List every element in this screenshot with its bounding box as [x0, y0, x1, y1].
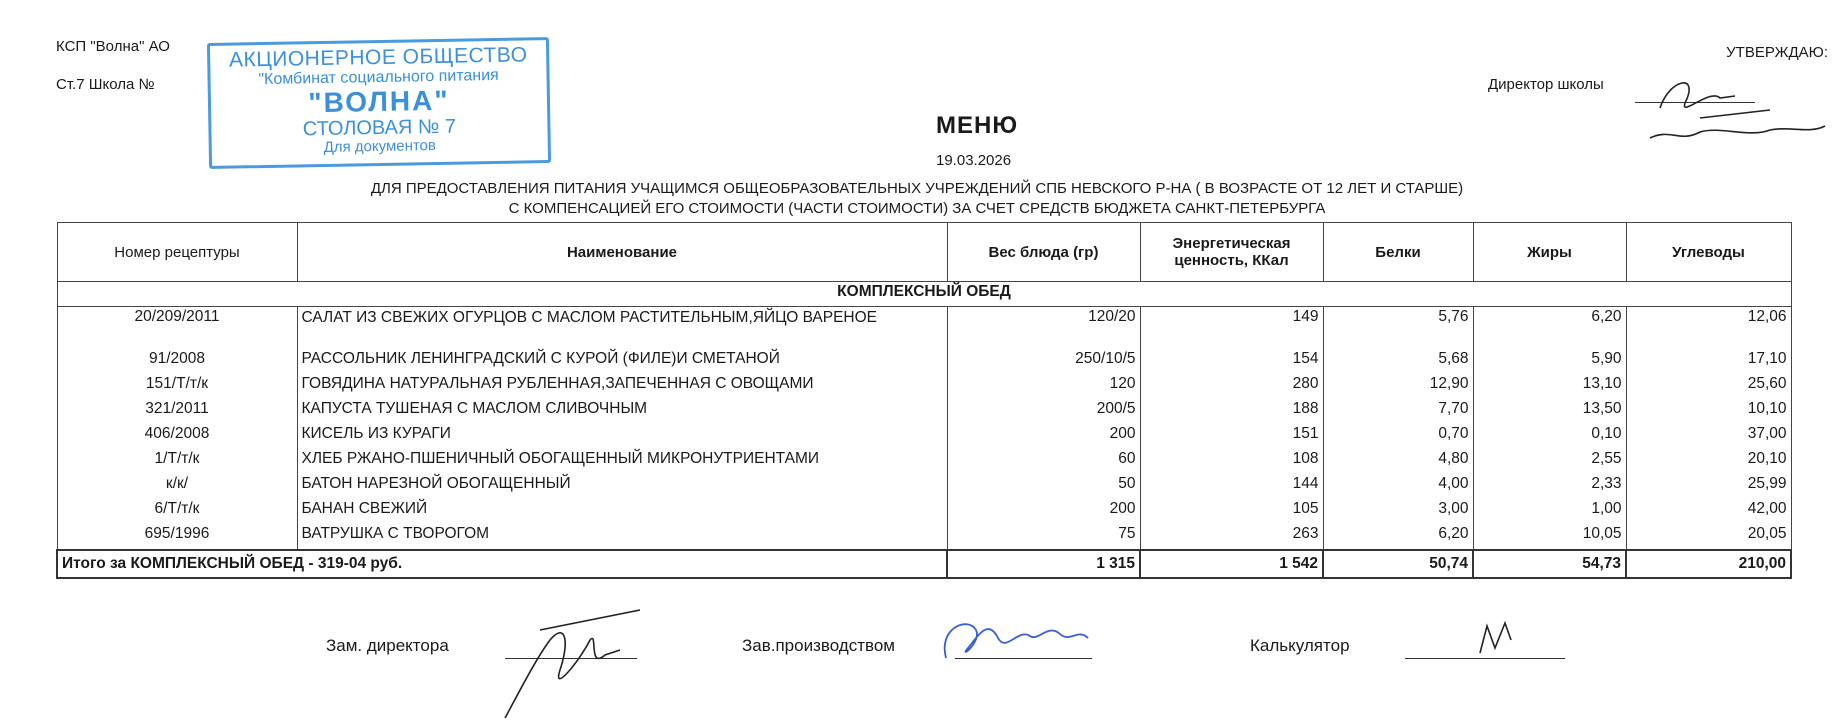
recipe-cell: 91/2008	[57, 349, 297, 374]
section-title: КОМПЛЕКСНЫЙ ОБЕД	[57, 282, 1791, 307]
subtitle-line-1: ДЛЯ ПРЕДОСТАВЛЕНИЯ ПИТАНИЯ УЧАЩИМСЯ ОБЩЕОБРАЗОВАТЕЛЬНЫХ УЧРЕЖДЕНИЙ СПБ НЕВСКОГО Р-НА ( В ВОЗРАСТЕ ОТ 12 ЛЕТ И СТАРШЕ)	[370, 180, 1464, 197]
name-cell: ХЛЕБ РЖАНО-ПШЕНИЧНЫЙ ОБОГАЩЕННЫЙ МИКРОНУТРИЕНТАМИ	[297, 449, 947, 474]
recipe-cell: 6/Т/т/к	[57, 499, 297, 524]
recipe-cell: 1/Т/т/к	[57, 449, 297, 474]
company-stamp	[207, 37, 551, 169]
table-row	[57, 349, 1791, 374]
weight-cell: 120	[947, 374, 1140, 399]
weight-cell: 60	[947, 449, 1140, 474]
table-row	[57, 449, 1791, 474]
organization-name: КСП "Волна" АО	[56, 38, 170, 55]
carbs-cell: 25,60	[1626, 374, 1791, 399]
menu-date: 19.03.2026	[936, 152, 1012, 169]
col-name: Наименование	[297, 223, 947, 282]
fat-cell: 10,05	[1473, 524, 1626, 550]
total-carbs: 210,00	[1626, 550, 1791, 578]
weight-cell: 50	[947, 474, 1140, 499]
deputy-signature	[490, 600, 660, 728]
col-protein: Белки	[1323, 223, 1473, 282]
table-row	[57, 424, 1791, 449]
calculator-signature-line	[1405, 658, 1565, 659]
weight-cell: 250/10/5	[947, 349, 1140, 374]
calculator-label: Калькулятор	[1250, 636, 1350, 655]
energy-cell: 149	[1140, 307, 1323, 349]
recipe-cell: 321/2011	[57, 399, 297, 424]
energy-cell: 188	[1140, 399, 1323, 424]
table-row	[57, 474, 1791, 499]
recipe-cell: 20/209/2011	[57, 307, 297, 349]
stamp-line-5: Для документов	[323, 137, 437, 156]
energy-cell: 108	[1140, 449, 1323, 474]
fat-cell: 6,20	[1473, 307, 1626, 349]
fat-cell: 2,55	[1473, 449, 1626, 474]
table-row	[57, 399, 1791, 424]
name-cell: ВАТРУШКА С ТВОРОГОМ	[297, 524, 947, 550]
energy-cell: 151	[1140, 424, 1323, 449]
school-label: Ст.7 Школа №	[56, 76, 155, 93]
col-energy: Энергетическая ценность, ККал	[1140, 223, 1323, 282]
protein-cell: 7,70	[1323, 399, 1473, 424]
col-carbs: Углеводы	[1626, 223, 1791, 282]
name-cell: КИСЕЛЬ ИЗ КУРАГИ	[297, 424, 947, 449]
total-row	[57, 550, 1791, 578]
table-row	[57, 307, 1791, 349]
col-recipe: Номер рецептуры	[57, 223, 297, 282]
protein-cell: 3,00	[1323, 499, 1473, 524]
total-weight: 1 315	[947, 550, 1140, 578]
col-weight: Вес блюда (гр)	[947, 223, 1140, 282]
carbs-cell: 17,10	[1626, 349, 1791, 374]
stamp-line-3: "ВОЛНА"	[308, 84, 450, 119]
weight-cell: 200	[947, 424, 1140, 449]
weight-cell: 75	[947, 524, 1140, 550]
carbs-cell: 10,10	[1626, 399, 1791, 424]
protein-cell: 5,68	[1323, 349, 1473, 374]
name-cell: БАНАН СВЕЖИЙ	[297, 499, 947, 524]
page-title: МЕНЮ	[936, 112, 1019, 139]
recipe-cell: 695/1996	[57, 524, 297, 550]
name-cell: БАТОН НАРЕЗНОЙ ОБОГАЩЕННЫЙ	[297, 474, 947, 499]
deputy-director-label: Зам. директора	[326, 636, 449, 655]
fat-cell: 13,10	[1473, 374, 1626, 399]
energy-cell: 263	[1140, 524, 1323, 550]
name-cell: ГОВЯДИНА НАТУРАЛЬНАЯ РУБЛЕННАЯ,ЗАПЕЧЕННАЯ С ОВОЩАМИ	[297, 374, 947, 399]
carbs-cell: 20,10	[1626, 449, 1791, 474]
recipe-cell: 406/2008	[57, 424, 297, 449]
carbs-cell: 12,06	[1626, 307, 1791, 349]
stamp-line-1: АКЦИОНЕРНОЕ ОБЩЕСТВО	[228, 43, 528, 72]
total-energy: 1 542	[1140, 550, 1323, 578]
weight-cell: 200/5	[947, 399, 1140, 424]
carbs-cell: 42,00	[1626, 499, 1791, 524]
fat-cell: 2,33	[1473, 474, 1626, 499]
total-protein: 50,74	[1323, 550, 1473, 578]
table-row	[57, 524, 1791, 550]
protein-cell: 6,20	[1323, 524, 1473, 550]
carbs-cell: 25,99	[1626, 474, 1791, 499]
table-row	[57, 499, 1791, 524]
protein-cell: 12,90	[1323, 374, 1473, 399]
fat-cell: 1,00	[1473, 499, 1626, 524]
carbs-cell: 37,00	[1626, 424, 1791, 449]
weight-cell: 200	[947, 499, 1140, 524]
energy-cell: 144	[1140, 474, 1323, 499]
name-cell: САЛАТ ИЗ СВЕЖИХ ОГУРЦОВ С МАСЛОМ РАСТИТЕЛЬНЫМ,ЯЙЦО ВАРЕНОЕ	[297, 307, 947, 349]
stamp-line-4: СТОЛОВАЯ № 7	[302, 115, 457, 141]
col-fat: Жиры	[1473, 223, 1626, 282]
recipe-cell: к/к/	[57, 474, 297, 499]
energy-cell: 154	[1140, 349, 1323, 374]
menu-table	[56, 222, 1792, 579]
stamp-line-2: "Комбинат социального питания	[258, 66, 499, 89]
director-signature	[1640, 68, 1830, 148]
subtitle-line-2: С КОМПЕНСАЦИЕЙ ЕГО СТОИМОСТИ (ЧАСТИ СТОИМОСТИ) ЗА СЧЕТ СРЕДСТВ БЮДЖЕТА САНКТ-ПЕТЕРБУРГА	[508, 200, 1326, 217]
production-signature	[938, 608, 1108, 670]
total-label: Итого за КОМПЛЕКСНЫЙ ОБЕД - 319-04 руб.	[57, 550, 947, 578]
name-cell: КАПУСТА ТУШЕНАЯ С МАСЛОМ СЛИВОЧНЫМ	[297, 399, 947, 424]
protein-cell: 5,76	[1323, 307, 1473, 349]
fat-cell: 0,10	[1473, 424, 1626, 449]
protein-cell: 4,00	[1323, 474, 1473, 499]
production-manager-label: Зав.производством	[742, 636, 895, 655]
protein-cell: 4,80	[1323, 449, 1473, 474]
fat-cell: 13,50	[1473, 399, 1626, 424]
recipe-cell: 151/Т/т/к	[57, 374, 297, 399]
total-fat: 54,73	[1473, 550, 1626, 578]
calculator-signature	[1475, 618, 1525, 658]
weight-cell: 120/20	[947, 307, 1140, 349]
protein-cell: 0,70	[1323, 424, 1473, 449]
fat-cell: 5,90	[1473, 349, 1626, 374]
carbs-cell: 20,05	[1626, 524, 1791, 550]
approval-label: УТВЕРЖДАЮ:	[1726, 44, 1828, 61]
table-row	[57, 374, 1791, 399]
name-cell: РАССОЛЬНИК ЛЕНИНГРАДСКИЙ С КУРОЙ (ФИЛЕ)И СМЕТАНОЙ	[297, 349, 947, 374]
director-label: Директор школы	[1488, 76, 1604, 93]
energy-cell: 105	[1140, 499, 1323, 524]
energy-cell: 280	[1140, 374, 1323, 399]
